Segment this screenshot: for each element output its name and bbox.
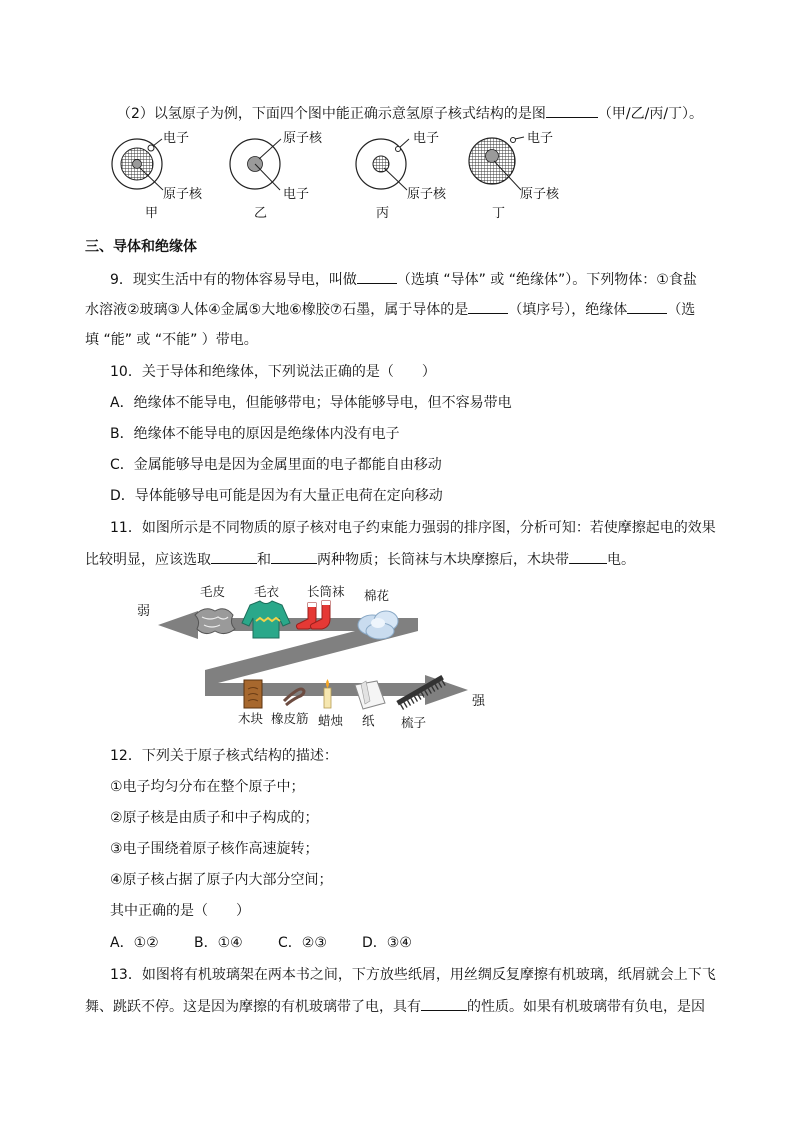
weak-label: 弱 [137, 604, 151, 619]
series-arrows [150, 585, 480, 725]
answer-blank[interactable] [357, 269, 397, 284]
q9-line2: 水溶液②玻璃③人体④金属⑤大地⑥橡胶⑦石墨，属于导体的是 （填序号），绝缘体 （选 [85, 299, 695, 320]
q9-line3: 填 “能” 或 “不能” ）带电。 [85, 332, 258, 348]
q12-option-a[interactable]: A．①② [110, 935, 159, 951]
q11-line2: 比较明显，应该选取 和 两种物质；长筒袜与木块摩擦后，木块带 电。 [85, 549, 635, 570]
figure-name: 丁 [492, 206, 506, 221]
q8-stem: （2）以氢原子为例，下面四个图中能正确示意氢原子核式结构的是图 （甲/乙/丙/丁）。 [117, 103, 703, 124]
figure-name: 甲 [145, 206, 159, 221]
label-wood-block: 木块 [238, 711, 264, 726]
q10-option-a[interactable]: A．绝缘体不能导电，但能够带电；导体能够导电，但不容易带电 [110, 395, 512, 411]
q12-option-c[interactable]: C．②③ [278, 935, 327, 951]
label-stockings: 长筒袜 [307, 584, 345, 599]
q13-line2: 舞、跳跃不停。这是因为摩擦的有机玻璃带了电，具有 的性质。如果有机玻璃带有负电，是因 [85, 996, 705, 1017]
q13-line1: 13．如图将有机玻璃架在两本书之间，下方放些纸屑，用丝绸反复摩擦有机玻璃，纸屑就会上下飞 [110, 967, 716, 983]
label-candle: 蜡烛 [318, 713, 344, 728]
label-cotton: 棉花 [364, 588, 390, 603]
q12-item-2: ②原子核是由质子和中子构成的； [110, 810, 319, 826]
label-paper: 纸 [362, 713, 375, 728]
q10-option-d[interactable]: D．导体能够导电可能是因为有大量正电荷在定向移动 [110, 488, 443, 504]
section-heading: 三、导体和绝缘体 [85, 239, 197, 255]
q12-item-4: ④原子核占据了原子内大部分空间； [110, 872, 333, 888]
wood-block-icon [244, 680, 262, 708]
figure-name: 丙 [376, 206, 390, 221]
q12-question: 其中正确的是（ ） [110, 903, 250, 919]
q9-line1: 9．现实生活中有的物体容易导电，叫做 （选填 “导体” 或 “绝缘体”）。下列物体：①食盐 [110, 269, 697, 290]
answer-blank[interactable] [271, 549, 317, 564]
answer-blank[interactable] [211, 549, 257, 564]
q10-option-b[interactable]: B．绝缘体不能导电的原因是绝缘体内没有电子 [110, 426, 400, 442]
q12-stem: 12．下列关于原子核式结构的描述： [110, 748, 338, 764]
answer-blank[interactable] [421, 996, 467, 1011]
answer-blank[interactable] [468, 299, 508, 314]
label-fur: 毛皮 [200, 584, 226, 599]
label-rubber-band: 橡皮筋 [271, 711, 309, 726]
q11-line1: 11．如图所示是不同物质的原子核对电子约束能力强弱的排序图，分析可知：若使摩擦起电的效果 [110, 520, 716, 536]
q12-option-d[interactable]: D．③④ [362, 935, 412, 951]
figure-name: 乙 [254, 206, 268, 221]
fur-icon [195, 609, 235, 634]
sweater-icon [242, 601, 290, 638]
q12-item-3: ③电子围绕着原子核作高速旋转； [110, 841, 319, 857]
answer-blank[interactable] [627, 299, 667, 314]
answer-blank[interactable] [546, 103, 598, 118]
q10-stem: 10．关于导体和绝缘体，下列说法正确的是（ ） [110, 364, 436, 380]
q12-option-b[interactable]: B．①④ [194, 935, 243, 951]
q10-option-c[interactable]: C．金属能够导电是因为金属里面的电子都能自由移动 [110, 457, 442, 473]
label-sweater: 毛衣 [254, 584, 280, 599]
socks-icon [296, 601, 330, 629]
strong-label: 强 [472, 694, 486, 709]
answer-blank[interactable] [569, 549, 607, 564]
label-comb: 梳子 [401, 715, 427, 730]
q12-item-1: ①电子均匀分布在整个原子中； [110, 779, 305, 795]
